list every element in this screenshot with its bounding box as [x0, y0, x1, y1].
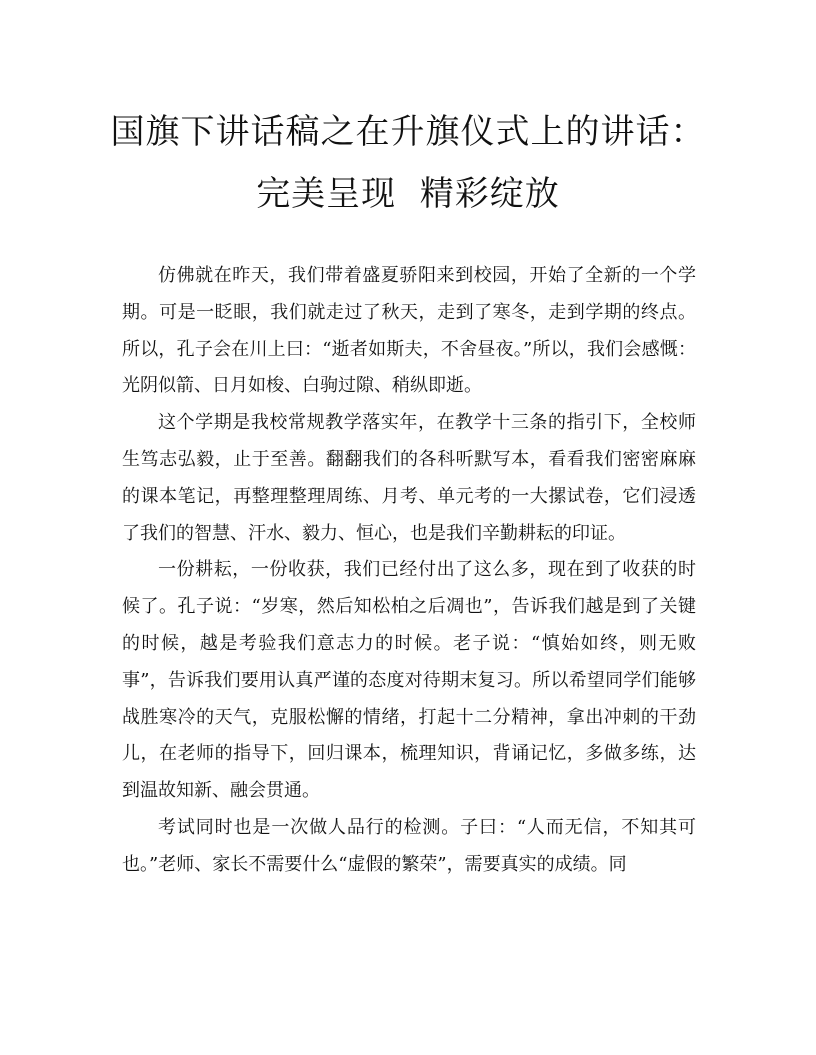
paragraph-3: 一份耕耘，一份收获，我们已经付出了这么多，现在到了收获的时候了。孔子说：“岁寒，然后知松柏之后凋也”，告诉我们越是到了关键的时候，越是考验我们意志力的时候。老子说：“慎始如终，则无败事”，告诉我们要用认真严谨的态度对待期末复习。所以希望同学们能够战胜寒冷的天气，克服松懈的情绪，打起十二分精神，拿出冲刺的干劲儿，在老师的指导下，回归课本，梳理知识，背诵记忆，多做多练，达到温故知新、融会贯通。 — [122, 559, 696, 802]
title-line-1: 国旗下讲话稿之在升旗仪式上的讲话： — [110, 112, 706, 152]
paragraph-4: 考试同时也是一次做人品行的检测。子曰：“人而无信，不知其可也。”老师、家长不需要什么“虚假的繁荣”，需要真实的成绩。同 — [122, 816, 696, 875]
body-text — [122, 258, 696, 884]
paragraph-1: 仿佛就在昨天，我们带着盛夏骄阳来到校园，开始了全新的一个学期。可是一眨眼，我们就走过了秋天，走到了寒冬，走到学期的终点。所以，孔子会在川上曰：“逝者如斯夫，不舍昼夜。”所以，我们会感慨：光阴似箭、日月如梭、白驹过隙、稍纵即逝。 — [122, 265, 696, 397]
title-line-2: 完美呈现 精彩绽放 — [256, 174, 560, 214]
paragraph-2: 这个学期是我校常规教学落实年，在教学十三条的指引下，全校师生笃志弘毅，止于至善。翻翻我们的各科听默写本，看看我们密密麻麻的课本笔记，再整理整理周练、月考、单元考的一大摞试卷，它们浸透了我们的智慧、汗水、毅力、恒心，也是我们辛勤耕耘的印证。 — [122, 412, 696, 544]
